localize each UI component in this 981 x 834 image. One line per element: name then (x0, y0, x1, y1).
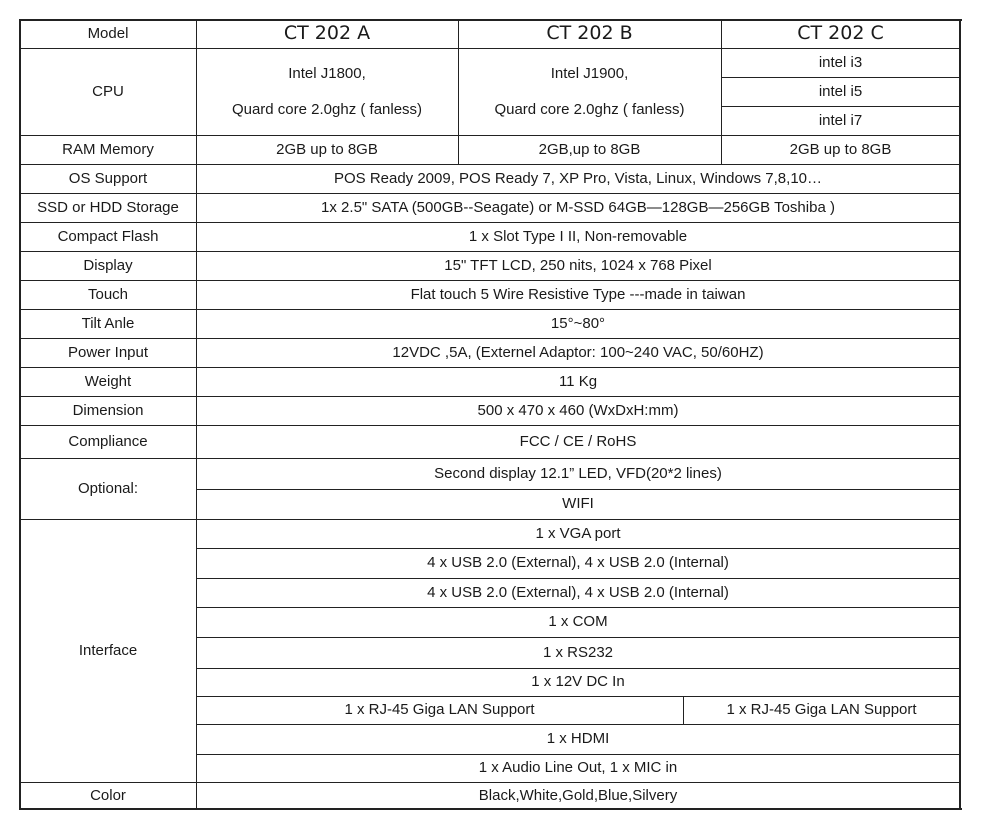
label-column-divider (196, 20, 197, 809)
table-border-bottom (19, 808, 962, 810)
sub-row-line (196, 754, 960, 755)
touch-label: Touch (87, 285, 129, 303)
cpu-c-line (721, 106, 960, 107)
row-line (20, 135, 960, 136)
row-line (20, 48, 960, 49)
cpu-a (196, 48, 458, 135)
optional-label: Optional: (77, 479, 139, 497)
sub-row-line (196, 637, 960, 638)
sub-row-line (196, 548, 960, 549)
cpu-label: CPU (92, 82, 124, 100)
touch-value: Flat touch 5 Wire Resistive Type ---made in taiwan (410, 285, 746, 303)
table-border-top (19, 19, 962, 21)
model-c: CT 202 C (797, 22, 884, 45)
cpu-c-i3: intel i3 (818, 53, 863, 71)
lan-divider (683, 696, 684, 724)
storage-value: 1x 2.5" SATA (500GB--Seagate) or M-SSD 64GB—128GB—256GB Toshiba ) (321, 198, 835, 216)
color-label: Color (90, 786, 126, 804)
interface-com: 1 x COM (548, 613, 608, 631)
tilt-value: 15°~80° (550, 314, 606, 332)
model-header: Model (87, 25, 129, 43)
table-border-right (959, 19, 961, 810)
compliance-label: Compliance (68, 432, 148, 450)
row-line (20, 425, 960, 426)
storage-label: SSD or HDD Storage (37, 198, 179, 216)
cpu-c-line (721, 77, 960, 78)
sub-row-line (196, 724, 960, 725)
interface-usb-2: 4 x USB 2.0 (External), 4 x USB 2.0 (Internal) (427, 583, 729, 601)
sub-row-line (196, 489, 960, 490)
cpu-a-model: Intel J1800, (288, 65, 366, 83)
power-input-value: 12VDC ,5A, (Externel Adaptor: 100~240 VAC, 50/60HZ) (392, 343, 764, 361)
interface-lan-ab: 1 x RJ-45 Giga LAN Support (344, 701, 535, 719)
color-value: Black,White,Gold,Blue,Silvery (478, 786, 678, 804)
interface-audio: 1 x Audio Line Out, 1 x MIC in (478, 759, 678, 777)
ram-c: 2GB up to 8GB (789, 140, 892, 158)
cpu-b-model: Intel J1900, (550, 65, 629, 83)
row-line (20, 458, 960, 459)
weight-label: Weight (84, 372, 132, 390)
row-line (20, 222, 960, 223)
os-support-value: POS Ready 2009, POS Ready 7, XP Pro, Vista, Linux, Windows 7,8,10… (333, 169, 823, 187)
row-line (20, 193, 960, 194)
row-line (20, 519, 960, 520)
row-line (20, 338, 960, 339)
sub-row-line (196, 668, 960, 669)
os-support-label: OS Support (68, 169, 148, 187)
row-line (20, 367, 960, 368)
cpu-c-i7: intel i7 (818, 111, 863, 129)
display-label: Display (83, 256, 133, 274)
cpu-c-i5: intel i5 (818, 82, 863, 100)
ram-b: 2GB,up to 8GB (538, 140, 641, 158)
interface-label: Interface (78, 641, 138, 659)
row-line (20, 396, 960, 397)
power-input-label: Power Input (67, 343, 149, 361)
compliance-value: FCC / CE / RoHS (519, 432, 637, 450)
interface-dc-in: 1 x 12V DC In (531, 673, 625, 691)
interface-rs232: 1 x RS232 (542, 643, 614, 661)
model-a: CT 202 A (283, 22, 371, 45)
tilt-label: Tilt Anle (81, 314, 135, 332)
optional-second-display: Second display 12.1” LED, VFD(20*2 lines) (434, 464, 722, 482)
weight-value: 11 Kg (558, 372, 598, 390)
cpu-b-detail: Quard core 2.0ghz ( fanless) (494, 100, 685, 118)
table-border-left (19, 19, 21, 810)
interface-vga: 1 x VGA port (535, 524, 621, 542)
row-line (20, 164, 960, 165)
compact-flash-value: 1 x Slot Type I II, Non-removable (468, 227, 688, 245)
model-b: CT 202 B (546, 22, 633, 45)
ram-label: RAM Memory (62, 140, 154, 158)
column-divider-ab (458, 20, 459, 164)
row-line (20, 309, 960, 310)
interface-hdmi: 1 x HDMI (546, 730, 610, 748)
optional-wifi: WIFI (562, 495, 594, 513)
sub-row-line (196, 578, 960, 579)
dimension-label: Dimension (72, 401, 144, 419)
interface-usb-1: 4 x USB 2.0 (External), 4 x USB 2.0 (Internal) (427, 554, 729, 572)
cpu-b (458, 48, 721, 135)
ram-a: 2GB up to 8GB (276, 140, 378, 158)
row-line (20, 251, 960, 252)
compact-flash-label: Compact Flash (57, 227, 159, 245)
dimension-value: 500 x 470 x 460 (WxDxH:mm) (477, 401, 679, 419)
display-value: 15" TFT LCD, 250 nits, 1024 x 768 Pixel (444, 256, 712, 274)
row-line (20, 280, 960, 281)
column-divider-bc (721, 20, 722, 164)
sub-row-line (196, 607, 960, 608)
row-line (20, 782, 960, 783)
cpu-a-detail: Quard core 2.0ghz ( fanless) (231, 100, 423, 118)
sub-row-line (196, 696, 960, 697)
interface-lan-c: 1 x RJ-45 Giga LAN Support (726, 701, 917, 719)
